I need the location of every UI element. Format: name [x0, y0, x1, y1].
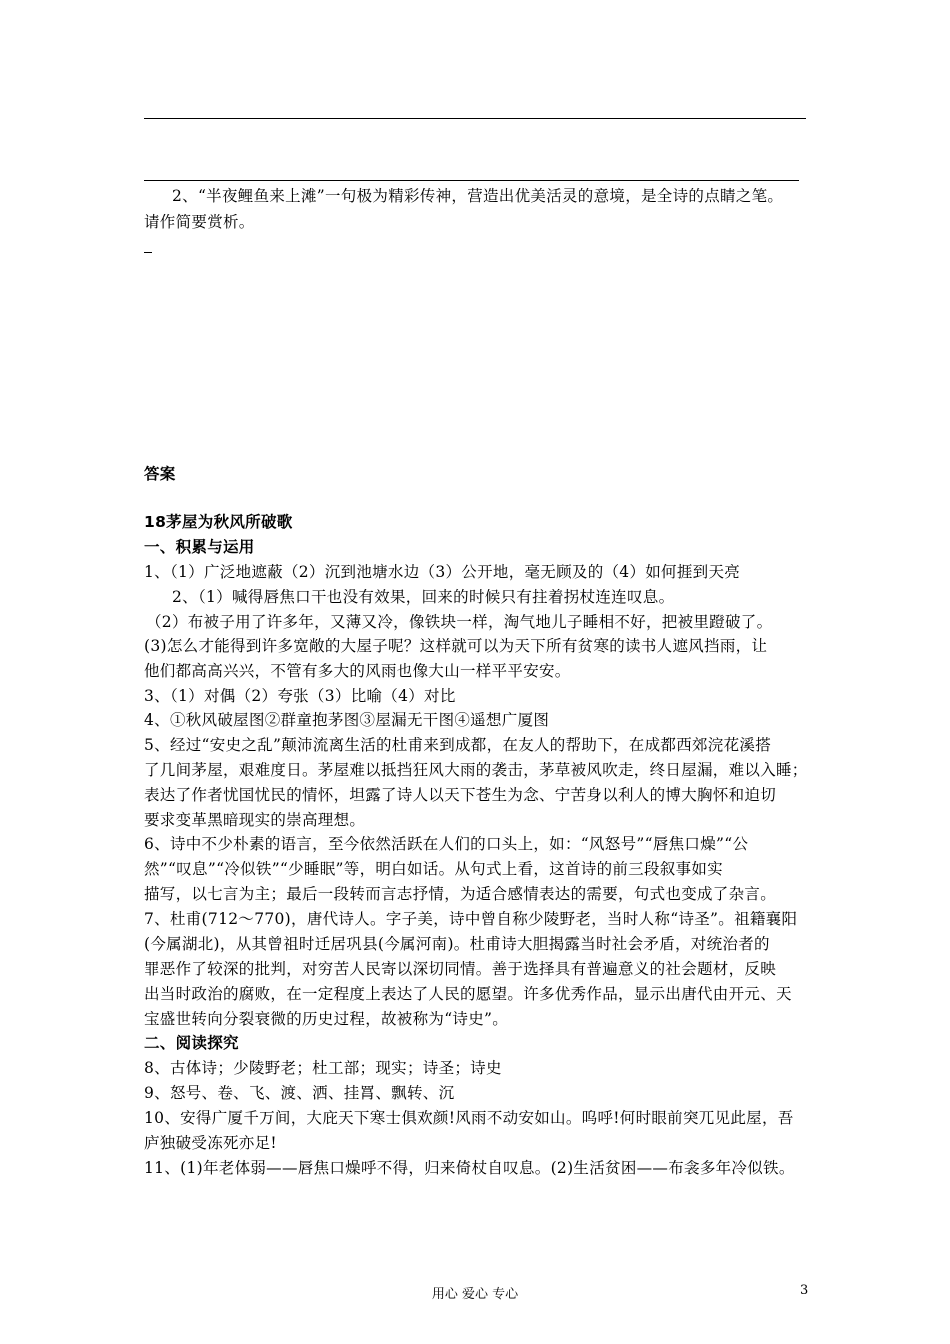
answer-2-1: 2、（1）喊得唇焦口干也没有效果，回来的时候只有拄着拐杖连连叹息。 [172, 588, 675, 606]
answer-line-1 [144, 118, 806, 119]
page-number: 3 [800, 1283, 809, 1298]
question-2-line-2: 请作简要赏析。 [144, 213, 255, 231]
answer-2-3b: 他们都高高兴兴，不管有多大的风雨也像大山一样平平安安。 [144, 662, 571, 680]
answer-blank-mark [144, 252, 152, 253]
answer-7-4: 出当时政治的腐败，在一定程度上表达了人民的愿望。许多优秀作品，显示出唐代由开元、天 [144, 985, 792, 1003]
page-footer: 用心 爱心 专心 [431, 1287, 519, 1302]
answer-5-2: 了几间茅屋，艰难度日。茅屋难以抵挡狂风大雨的袭击，茅草被风吹走，终日屋漏，难以入睡； [144, 761, 808, 779]
answer-7-5: 宝盛世转向分裂衰微的历史过程，故被称为“诗史”。 [144, 1010, 509, 1028]
answers-heading: 答案 [144, 465, 176, 483]
answer-6-1: 6、诗中不少朴素的语言，至今依然活跃在人们的口头上，如：“风怒号”“唇焦口燥”“公 [144, 835, 749, 853]
answer-9: 9、怒号、卷、飞、渡、洒、挂罥、飘转、沉 [144, 1084, 455, 1102]
answer-10-2: 庐独破受冻死亦足! [144, 1134, 277, 1152]
answer-7-2: (今属湖北)，从其曾祖时迁居巩县(今属河南)。杜甫诗大胆揭露当时社会矛盾，对统治者的 [144, 935, 770, 953]
answer-6-2: 然”“叹息”“冷似铁”“少睡眠”等，明白如话。从句式上看，这首诗的前三段叙事如实 [144, 860, 723, 878]
question-2-line-1: 2、“半夜鲤鱼来上滩”一句极为精彩传神，营造出优美活灵的意境，是全诗的点睛之笔。 [172, 187, 784, 205]
answer-4: 4、①秋风破屋图②群童抱茅图③屋漏无干图④遥想广厦图 [144, 711, 550, 729]
answer-2-2: （2）布被子用了许多年，又薄又冷，像铁块一样，淘气地儿子睡相不好，把被里蹬破了。 [146, 613, 773, 631]
lesson-title: 18茅屋为秋风所破歌 [144, 513, 293, 531]
answer-7-1: 7、杜甫(712～770)，唐代诗人。字子美，诗中曾自称少陵野老，当时人称“诗圣”。祖籍襄阳 [144, 910, 798, 928]
answer-3: 3、（1）对偶（2）夸张（3）比喻（4）对比 [144, 687, 456, 705]
answer-5-4: 要求变革黑暗现实的崇高理想。 [144, 811, 366, 829]
section-2-title: 二、阅读探究 [144, 1034, 239, 1052]
answer-6-3: 描写，以七言为主；最后一段转而言志抒情，为适合感情表达的需要，句式也变成了杂言。 [144, 885, 777, 903]
answer-8: 8、古体诗；少陵野老；杜工部；现实；诗圣；诗史 [144, 1059, 502, 1077]
section-1-title: 一、积累与运用 [144, 538, 255, 556]
answer-10-1: 10、安得广厦千万间，大庇天下寒士俱欢颜!风雨不动安如山。呜呼!何时眼前突兀见此屋，吾 [144, 1109, 794, 1127]
answer-1: 1、（1）广泛地遮蔽（2）沉到池塘水边（3）公开地，毫无顾及的（4）如何捱到天亮 [144, 563, 741, 581]
answer-2-3a: (3)怎么才能得到许多宽敞的大屋子呢？这样就可以为天下所有贫寒的读书人遮风挡雨，让 [144, 637, 768, 655]
answer-11: 11、(1)年老体弱——唇焦口燥呼不得，归来倚杖自叹息。(2)生活贫困——布衾多年冷似铁。 [144, 1159, 795, 1177]
answer-5-3: 表达了作者忧国忧民的情怀，坦露了诗人以天下苍生为念、宁苦身以利人的博大胸怀和迫切 [144, 786, 777, 804]
answer-5-1: 5、经过“安史之乱”颠沛流离生活的杜甫来到成都，在友人的帮助下，在成都西郊浣花溪搭 [144, 736, 772, 754]
answer-7-3: 罪恶作了较深的批判，对穷苦人民寄以深切同情。善于选择具有普遍意义的社会题材，反映 [144, 960, 777, 978]
answer-line-2 [144, 180, 799, 181]
